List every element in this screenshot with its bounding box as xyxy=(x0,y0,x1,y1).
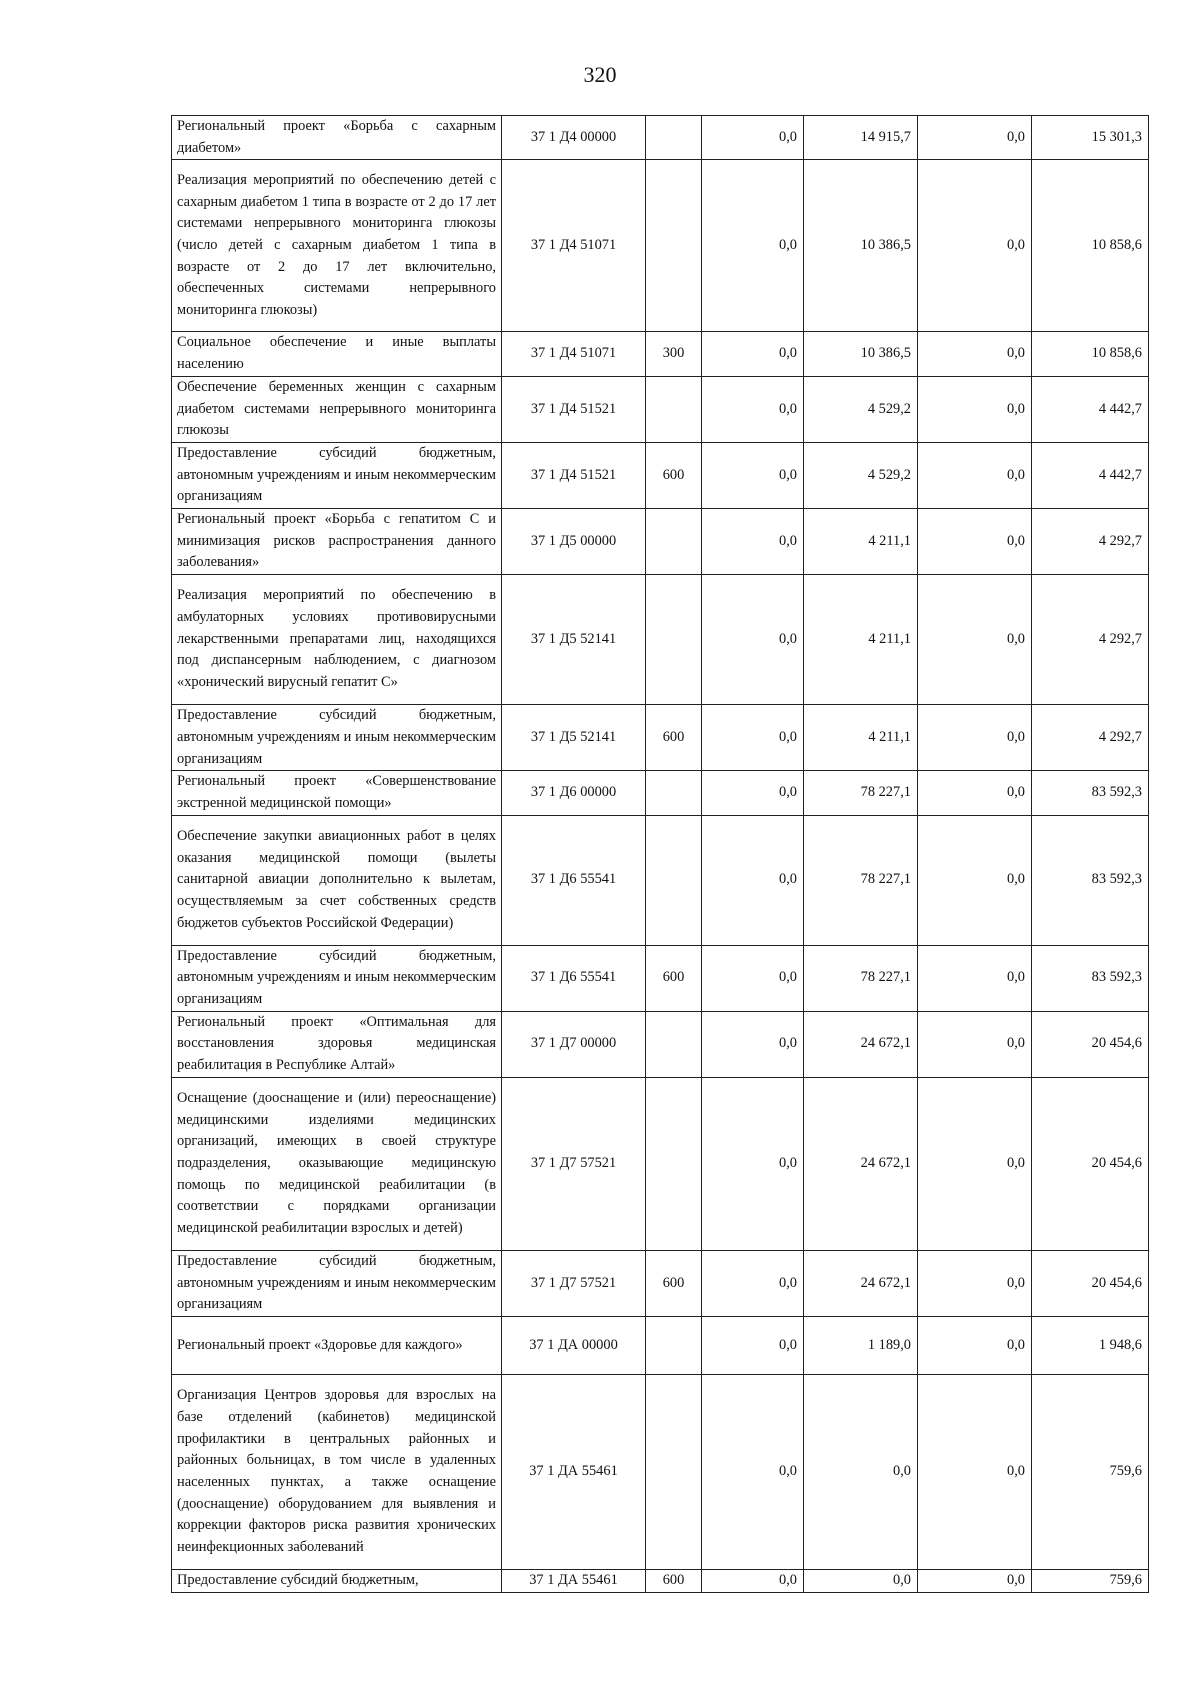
table-row xyxy=(172,509,1149,575)
table-row xyxy=(172,160,1149,332)
value-cell-4: 20 454,6 xyxy=(1032,1250,1149,1316)
expense-type-cell: 600 xyxy=(646,1250,702,1316)
row-name-cell: Предоставление субсидий бюджетным, xyxy=(172,1569,502,1592)
table-row xyxy=(172,442,1149,508)
row-name-cell: Реализация мероприятий по обеспечению в амбулаторных условиях противовирусными лекарственными препаратами лиц, находящихся под диспансерным наблюдением, с диагнозом «хронический вирусный гепатит С» xyxy=(172,575,502,705)
table-row xyxy=(172,1569,1149,1592)
value-cell-3: 0,0 xyxy=(918,160,1032,332)
csr-code-cell: 37 1 Д5 52141 xyxy=(502,575,646,705)
csr-code-cell: 37 1 ДА 55461 xyxy=(502,1569,646,1592)
expense-type-cell: 300 xyxy=(646,332,702,376)
row-name-cell: Региональный проект «Совершенствование экстренной медицинской помощи» xyxy=(172,771,502,815)
expense-type-cell xyxy=(646,1077,702,1250)
table-row xyxy=(172,116,1149,160)
row-name-cell: Обеспечение беременных женщин с сахарным диабетом системами непрерывного мониторинга глюкозы xyxy=(172,376,502,442)
value-cell-1: 0,0 xyxy=(702,160,804,332)
csr-code-cell: 37 1 Д7 00000 xyxy=(502,1011,646,1077)
value-cell-2: 4 529,2 xyxy=(804,442,918,508)
expense-type-cell xyxy=(646,815,702,945)
csr-code-cell: 37 1 Д7 57521 xyxy=(502,1250,646,1316)
value-cell-3: 0,0 xyxy=(918,1316,1032,1374)
budget-table xyxy=(171,115,1149,1593)
value-cell-1: 0,0 xyxy=(702,509,804,575)
value-cell-3: 0,0 xyxy=(918,442,1032,508)
expense-type-cell xyxy=(646,116,702,160)
page-number: 320 xyxy=(583,62,617,87)
value-cell-3: 0,0 xyxy=(918,1011,1032,1077)
csr-code-cell: 37 1 Д6 00000 xyxy=(502,771,646,815)
value-cell-4: 15 301,3 xyxy=(1032,116,1149,160)
value-cell-2: 24 672,1 xyxy=(804,1077,918,1250)
value-cell-1: 0,0 xyxy=(702,575,804,705)
value-cell-1: 0,0 xyxy=(702,376,804,442)
row-name-cell: Предоставление субсидий бюджетным, автономным учреждениям и иным некоммерческим организациям xyxy=(172,705,502,771)
table-row xyxy=(172,575,1149,705)
expense-type-cell xyxy=(646,1374,702,1569)
csr-code-cell: 37 1 ДА 55461 xyxy=(502,1374,646,1569)
value-cell-1: 0,0 xyxy=(702,1316,804,1374)
table-row xyxy=(172,1077,1149,1250)
expense-type-cell xyxy=(646,575,702,705)
row-name-cell: Оснащение (дооснащение и (или) переоснащение) медицинскими изделиями медицинских организаций, имеющих в своей структуре подразделения, оказывающие медицинскую помощь по медицинской реабилитации (в соответствии с порядками организации медицинской реабилитации взрослых и детей) xyxy=(172,1077,502,1250)
value-cell-2: 10 386,5 xyxy=(804,332,918,376)
csr-code-cell: 37 1 Д6 55541 xyxy=(502,945,646,1011)
value-cell-2: 1 189,0 xyxy=(804,1316,918,1374)
value-cell-2: 24 672,1 xyxy=(804,1011,918,1077)
value-cell-1: 0,0 xyxy=(702,705,804,771)
value-cell-2: 24 672,1 xyxy=(804,1250,918,1316)
table-row xyxy=(172,1250,1149,1316)
csr-code-cell: 37 1 Д4 51071 xyxy=(502,160,646,332)
expense-type-cell: 600 xyxy=(646,442,702,508)
csr-code-cell: 37 1 Д4 51071 xyxy=(502,332,646,376)
value-cell-4: 10 858,6 xyxy=(1032,160,1149,332)
value-cell-1: 0,0 xyxy=(702,1374,804,1569)
value-cell-4: 83 592,3 xyxy=(1032,815,1149,945)
value-cell-2: 10 386,5 xyxy=(804,160,918,332)
value-cell-3: 0,0 xyxy=(918,1374,1032,1569)
value-cell-3: 0,0 xyxy=(918,705,1032,771)
table-row xyxy=(172,1374,1149,1569)
value-cell-1: 0,0 xyxy=(702,332,804,376)
row-name-cell: Социальное обеспечение и иные выплаты населению xyxy=(172,332,502,376)
value-cell-1: 0,0 xyxy=(702,771,804,815)
row-name-cell: Региональный проект «Борьба с сахарным диабетом» xyxy=(172,116,502,160)
value-cell-4: 83 592,3 xyxy=(1032,771,1149,815)
table-body xyxy=(172,116,1149,1593)
value-cell-1: 0,0 xyxy=(702,1250,804,1316)
value-cell-3: 0,0 xyxy=(918,116,1032,160)
row-name-cell: Предоставление субсидий бюджетным, автономным учреждениям и иным некоммерческим организациям xyxy=(172,442,502,508)
value-cell-4: 4 442,7 xyxy=(1032,376,1149,442)
value-cell-4: 83 592,3 xyxy=(1032,945,1149,1011)
value-cell-3: 0,0 xyxy=(918,1250,1032,1316)
value-cell-2: 78 227,1 xyxy=(804,771,918,815)
value-cell-1: 0,0 xyxy=(702,116,804,160)
table-row xyxy=(172,1316,1149,1374)
value-cell-1: 0,0 xyxy=(702,1011,804,1077)
value-cell-3: 0,0 xyxy=(918,509,1032,575)
csr-code-cell: 37 1 Д4 00000 xyxy=(502,116,646,160)
value-cell-2: 4 529,2 xyxy=(804,376,918,442)
value-cell-2: 0,0 xyxy=(804,1374,918,1569)
table-row xyxy=(172,815,1149,945)
row-name-cell: Региональный проект «Борьба с гепатитом С и минимизация рисков распространения данного заболевания» xyxy=(172,509,502,575)
expense-type-cell xyxy=(646,509,702,575)
value-cell-1: 0,0 xyxy=(702,442,804,508)
value-cell-4: 1 948,6 xyxy=(1032,1316,1149,1374)
csr-code-cell: 37 1 Д5 00000 xyxy=(502,509,646,575)
value-cell-4: 4 292,7 xyxy=(1032,509,1149,575)
csr-code-cell: 37 1 ДА 00000 xyxy=(502,1316,646,1374)
value-cell-4: 20 454,6 xyxy=(1032,1011,1149,1077)
value-cell-1: 0,0 xyxy=(702,815,804,945)
row-name-cell: Организация Центров здоровья для взрослых на базе отделений (кабинетов) медицинской профилактики в центральных районных и районных больницах, в том числе в удаленных населенных пунктах, а также оснащение (дооснащение) оборудованием для выявления и коррекции факторов риска развития хронических неинфекционных заболеваний xyxy=(172,1374,502,1569)
value-cell-1: 0,0 xyxy=(702,1569,804,1592)
value-cell-4: 4 292,7 xyxy=(1032,575,1149,705)
value-cell-4: 20 454,6 xyxy=(1032,1077,1149,1250)
row-name-cell: Предоставление субсидий бюджетным, автономным учреждениям и иным некоммерческим организациям xyxy=(172,1250,502,1316)
table-row xyxy=(172,945,1149,1011)
expense-type-cell xyxy=(646,1316,702,1374)
value-cell-2: 78 227,1 xyxy=(804,815,918,945)
value-cell-3: 0,0 xyxy=(918,575,1032,705)
csr-code-cell: 37 1 Д6 55541 xyxy=(502,815,646,945)
value-cell-4: 4 292,7 xyxy=(1032,705,1149,771)
table-row xyxy=(172,1011,1149,1077)
table-row xyxy=(172,376,1149,442)
value-cell-3: 0,0 xyxy=(918,376,1032,442)
expense-type-cell xyxy=(646,1011,702,1077)
value-cell-2: 4 211,1 xyxy=(804,575,918,705)
row-name-cell: Реализация мероприятий по обеспечению детей с сахарным диабетом 1 типа в возрасте от 2 до 17 лет системами непрерывного мониторинга глюкозы (число детей с сахарным диабетом 1 типа в возрасте от 2 до 17 лет включительно, обеспеченных системами непрерывного мониторинга глюкозы) xyxy=(172,160,502,332)
value-cell-4: 759,6 xyxy=(1032,1374,1149,1569)
value-cell-3: 0,0 xyxy=(918,771,1032,815)
value-cell-3: 0,0 xyxy=(918,945,1032,1011)
expense-type-cell: 600 xyxy=(646,705,702,771)
csr-code-cell: 37 1 Д7 57521 xyxy=(502,1077,646,1250)
value-cell-4: 10 858,6 xyxy=(1032,332,1149,376)
expense-type-cell: 600 xyxy=(646,945,702,1011)
table-row xyxy=(172,771,1149,815)
value-cell-3: 0,0 xyxy=(918,1569,1032,1592)
row-name-cell: Региональный проект «Здоровье для каждого» xyxy=(172,1316,502,1374)
table-row xyxy=(172,332,1149,376)
value-cell-2: 14 915,7 xyxy=(804,116,918,160)
expense-type-cell xyxy=(646,160,702,332)
value-cell-4: 759,6 xyxy=(1032,1569,1149,1592)
value-cell-2: 0,0 xyxy=(804,1569,918,1592)
value-cell-3: 0,0 xyxy=(918,1077,1032,1250)
value-cell-4: 4 442,7 xyxy=(1032,442,1149,508)
value-cell-2: 4 211,1 xyxy=(804,705,918,771)
table-row xyxy=(172,705,1149,771)
expense-type-cell xyxy=(646,771,702,815)
value-cell-3: 0,0 xyxy=(918,815,1032,945)
row-name-cell: Предоставление субсидий бюджетным, автономным учреждениям и иным некоммерческим организациям xyxy=(172,945,502,1011)
csr-code-cell: 37 1 Д5 52141 xyxy=(502,705,646,771)
value-cell-1: 0,0 xyxy=(702,945,804,1011)
expense-type-cell xyxy=(646,376,702,442)
value-cell-2: 78 227,1 xyxy=(804,945,918,1011)
row-name-cell: Обеспечение закупки авиационных работ в целях оказания медицинской помощи (вылеты санитарной авиации дополнительно к вылетам, осуществляемым за счет собственных средств бюджетов субъектов Российской Федерации) xyxy=(172,815,502,945)
csr-code-cell: 37 1 Д4 51521 xyxy=(502,376,646,442)
row-name-cell: Региональный проект «Оптимальная для восстановления здоровья медицинская реабилитация в Республике Алтай» xyxy=(172,1011,502,1077)
expense-type-cell: 600 xyxy=(646,1569,702,1592)
value-cell-1: 0,0 xyxy=(702,1077,804,1250)
value-cell-3: 0,0 xyxy=(918,332,1032,376)
csr-code-cell: 37 1 Д4 51521 xyxy=(502,442,646,508)
value-cell-2: 4 211,1 xyxy=(804,509,918,575)
